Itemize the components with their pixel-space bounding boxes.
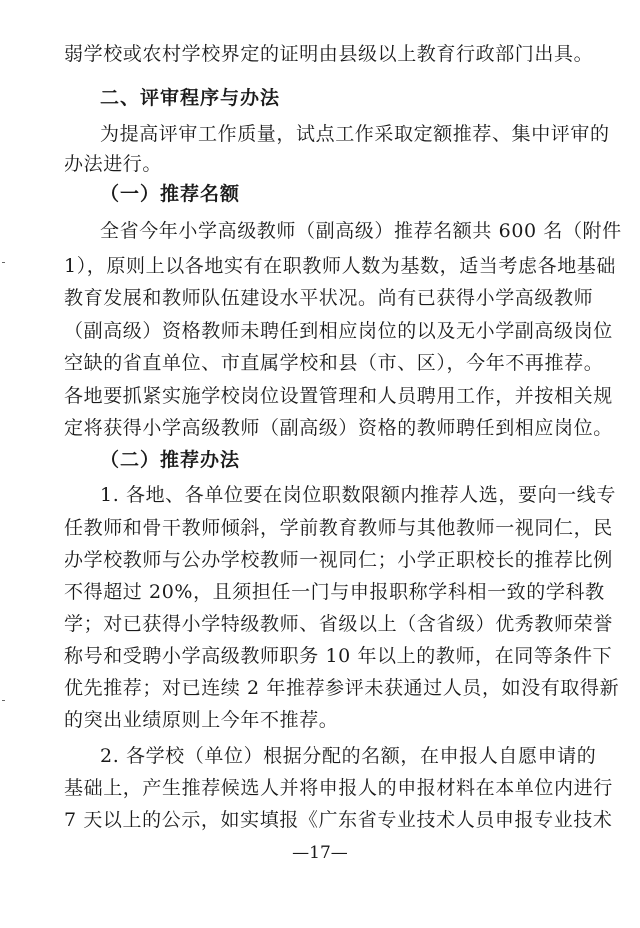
paragraph-line: 2. 各学校（单位）根据分配的名额，在申报人自愿申请的 — [100, 745, 597, 767]
paragraph-line: 7 天以上的公示，如实填报《广东省专业技术人员申报专业技术 — [64, 809, 613, 831]
paragraph-line: 空缺的省直单位、市直属学校和县（市、区），今年不再推荐。 — [64, 352, 604, 374]
paragraph-line: 学；对已获得小学特级教师、省级以上（含省级）优秀教师荣誉 — [64, 613, 613, 635]
page-number: —17— — [292, 843, 348, 863]
paragraph-line: 称号和受聘小学高级教师职务 10 年以上的教师，在同等条件下 — [64, 645, 613, 667]
paragraph-line: 的突出业绩原则上今年不推荐。 — [64, 709, 339, 731]
scan-margin-mark — [2, 700, 5, 701]
paragraph-line: （副高级）资格教师未聘任到相应岗位的以及无小学副高级岗位 — [64, 320, 613, 342]
paragraph-line: 1），原则上以各地实有在职教师人数为基数，适当考虑各地基础 — [64, 255, 616, 277]
section-heading: 二、评审程序与办法 — [100, 87, 281, 109]
subsection-heading: （二）推荐办法 — [100, 449, 241, 471]
paragraph-line: 全省今年小学高级教师（副高级）推荐名额共 600 名（附件 — [100, 220, 622, 242]
paragraph-line: 办法进行。 — [64, 153, 163, 175]
paragraph-line: 教育发展和教师队伍建设水平状况。尚有已获得小学高级教师 — [64, 287, 594, 309]
paragraph-line: 1. 各地、各单位要在岗位职数限额内推荐人选，要向一线专 — [100, 484, 616, 506]
text-line: 弱学校或农村学校界定的证明由县级以上教育行政部门出具。 — [64, 43, 594, 65]
scan-margin-mark — [2, 262, 5, 263]
paragraph-line: 不得超过 20%，且须担任一门与申报职称学科相一致的学科教 — [64, 581, 605, 603]
paragraph-line: 基础上，产生推荐候选人并将申报人的申报材料在本单位内进行 — [64, 777, 613, 799]
paragraph-line: 各地要抓紧实施学校岗位设置管理和人员聘用工作，并按相关规 — [64, 385, 613, 407]
paragraph-line: 定将获得小学高级教师（副高级）资格的教师聘任到相应岗位。 — [64, 417, 613, 439]
paragraph-line: 办学校教师与公办学校教师一视同仁；小学正职校长的推荐比例 — [64, 549, 613, 571]
paragraph-line: 为提高评审工作质量，试点工作采取定额推荐、集中评审的 — [100, 123, 610, 145]
paragraph-line: 优先推荐；对已连续 2 年推荐参评未获通过人员，如没有取得新 — [64, 677, 620, 699]
subsection-heading: （一）推荐名额 — [100, 183, 241, 205]
paragraph-line: 任教师和骨干教师倾斜，学前教育教师与其他教师一视同仁，民 — [64, 517, 613, 539]
